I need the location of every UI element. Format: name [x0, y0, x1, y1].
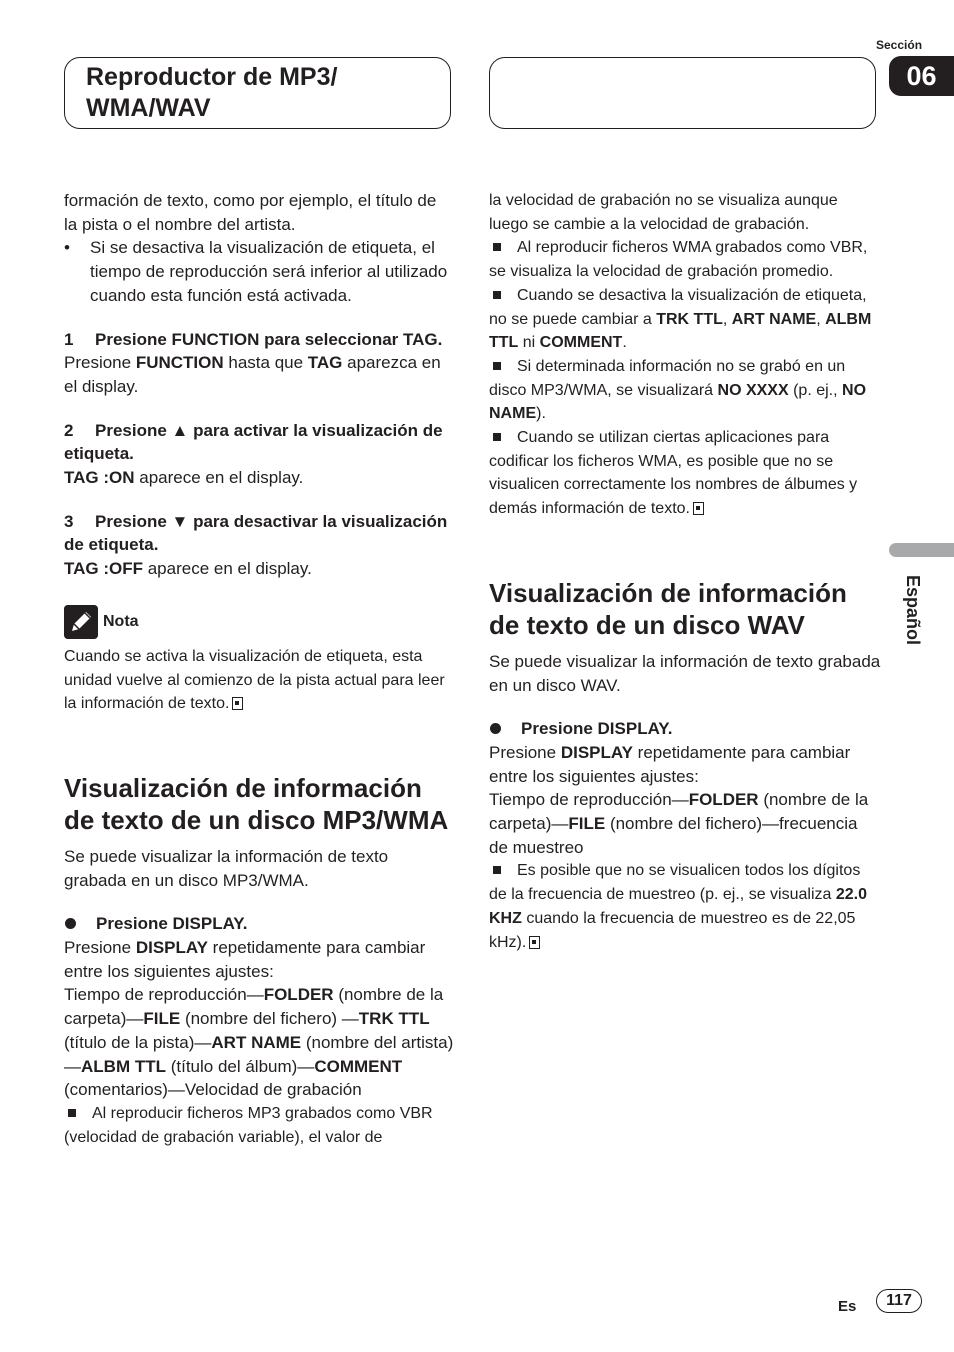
- step-3-body: TAG :OFF aparece en el display.: [64, 559, 312, 579]
- header-title-box: [64, 57, 451, 129]
- wma-vbr-note: Al reproducir ficheros WMA grabados como VBR, se visualiza la velocidad de grabación promedio.: [489, 239, 868, 281]
- section-label: Sección: [876, 38, 923, 52]
- encoding-note: Cuando se utilizan ciertas aplicaciones para codificar los ficheros WMA, es posible que no se visualicen correctamente los nombres de álbumes y demás información de texto.: [489, 429, 858, 518]
- step-2-body: TAG :ON aparece en el display.: [64, 468, 304, 488]
- language-label: Español: [903, 575, 923, 646]
- step-2-title: 2 Presione ▲ para activar la visualización de etiqueta.: [64, 420, 443, 464]
- footer-lang-code: Es: [838, 1298, 857, 1315]
- section-heading-mp3-wma: Visualización de información de texto de un disco MP3/WMA: [64, 772, 449, 835]
- sample-rate-note: Es posible que no se visualicen todos los dígitos de la frecuencia de muestreo (p. ej., se visualiza 22.0 KHZ cuando la frecuencia de muestreo es de 22,05 kHz).: [489, 862, 867, 951]
- left-column: [64, 189, 454, 1149]
- page-number: 117: [876, 1289, 922, 1313]
- intro-text: formación de texto, como por ejemplo, el título de la pista o el nombre del artista.: [64, 191, 437, 234]
- section-intro-wav: Se puede visualizar la información de texto grabada en un disco WAV.: [489, 651, 881, 695]
- end-mark-icon: [232, 697, 243, 710]
- end-mark-icon: [529, 936, 540, 949]
- display-step-wav: Presione DISPLAY.: [489, 717, 881, 741]
- display-body-1: Presione DISPLAY repetidamente para cambiar entre los siguientes ajustes:: [64, 938, 426, 981]
- square-bullet-icon: [68, 1109, 76, 1117]
- continued-text: la velocidad de grabación no se visualiza aunque luego se cambie a la velocidad de grabación.: [489, 192, 838, 233]
- display-step: Presione DISPLAY.: [64, 912, 454, 936]
- end-mark-icon: [693, 502, 704, 515]
- step-1-title: 1 Presione FUNCTION para seleccionar TAG.: [64, 329, 443, 349]
- square-bullet-icon: [493, 433, 501, 441]
- step-3-title: 3 Presione ▼ para desactivar la visualización de etiqueta.: [64, 511, 448, 555]
- language-tab: [889, 543, 954, 557]
- section-number-tab: 06: [889, 56, 954, 96]
- square-bullet-icon: [493, 866, 501, 874]
- bullet-item: • Si se desactiva la visualización de etiqueta, el tiempo de reproducción será inferior al utilizado cuando esta función está activada.: [64, 238, 448, 305]
- header-empty-box: [489, 57, 876, 129]
- note-pencil-icon: [64, 605, 98, 639]
- section-intro: Se puede visualizar la información de texto grabada en un disco MP3/WMA.: [64, 846, 389, 890]
- tag-off-note: Cuando se desactiva la visualización de etiqueta, no se puede cambiar a TRK TTL, ART NAME, ALBM TTL ni COMMENT.: [489, 286, 872, 352]
- vbr-note: Al reproducir ficheros MP3 grabados como VBR (velocidad de grabación variable), el valor de: [64, 1104, 433, 1146]
- bullet-dot-icon: [65, 918, 76, 929]
- right-column: [489, 189, 881, 954]
- step-1-body: Presione FUNCTION hasta que TAG aparezca en el display.: [64, 353, 441, 396]
- section-heading-wav: Visualización de información de texto de un disco WAV: [489, 577, 847, 640]
- bullet-dot-icon: [490, 723, 501, 734]
- square-bullet-icon: [493, 362, 501, 370]
- note-text: Cuando se activa la visualización de etiqueta, esta unidad vuelve al comienzo de la pista actual para leer la información de texto.: [64, 647, 445, 713]
- display-body-wav-1: Presione DISPLAY repetidamente para cambiar entre los siguientes ajustes:: [489, 742, 851, 786]
- square-bullet-icon: [493, 243, 501, 251]
- note-heading: Nota: [64, 605, 454, 639]
- display-body-2: Tiempo de reproducción—FOLDER (nombre de la carpeta)—FILE (nombre del fichero) —TRK TTL (título de la pista)—ART NAME (nombre del artista)—ALBM TTL (título del álbum)—COMMENT (comentarios)—Velocidad de grabación: [64, 985, 454, 1100]
- no-name-note: Si determinada información no se grabó en un disco MP3/WMA, se visualizará NO XXXX (p. ej., NO NAME).: [489, 357, 867, 423]
- display-body-wav-2: Tiempo de reproducción—FOLDER (nombre de la carpeta)—FILE (nombre del fichero)—frecuencia de muestreo: [489, 790, 869, 857]
- square-bullet-icon: [493, 291, 501, 299]
- header-title: Reproductor de MP3/ WMA/WAV: [86, 63, 338, 122]
